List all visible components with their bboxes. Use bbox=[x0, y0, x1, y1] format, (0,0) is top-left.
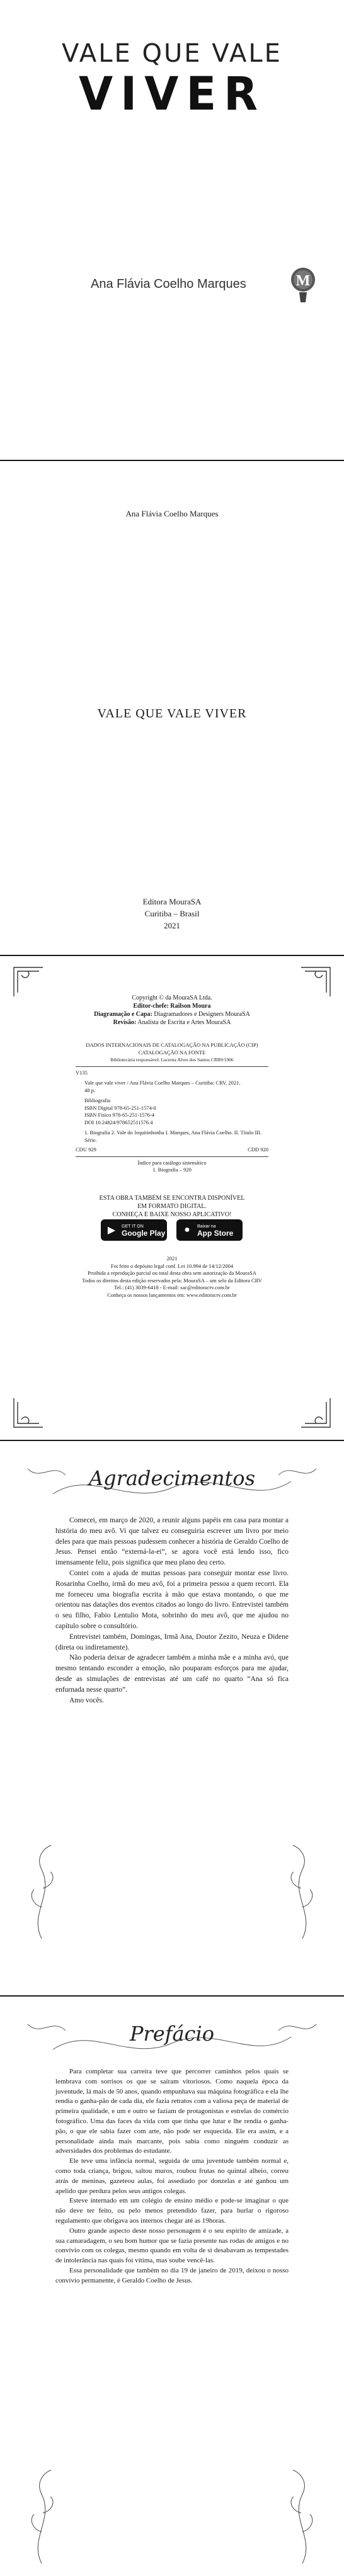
cip-cdd: CDD 920 bbox=[248, 1146, 268, 1153]
title-page-title: VALE QUE VALE VIVER bbox=[97, 707, 247, 721]
corner-ornament-icon bbox=[13, 966, 44, 998]
cip-subjects: 1. Biografia 2. Vale do Jequitinhonha I. Marques, Ana Flávia Coelho. II. Título III. Série. bbox=[84, 1129, 262, 1143]
floral-ornament-icon bbox=[23, 2469, 60, 2563]
cip-catalog bbox=[76, 1042, 268, 1174]
cip-entry: Vale que vale viver / Ana Flávia Coelho Marques – Curitiba: CRV, 2021. bbox=[84, 1080, 241, 1086]
cip-heading: DADOS INTERNACIONAIS DE CATALOGAÇÃO NA PUBLICAÇÃO (CIP) bbox=[86, 1042, 258, 1048]
cover-page bbox=[0, 0, 344, 461]
google-play-badge[interactable]: ▶ GET IT ON Google Play bbox=[101, 1219, 167, 1241]
cip-isbn-digital: ISBN Digital 978-65-251-1574-0 bbox=[84, 1104, 156, 1111]
acknowledgments-body: Comecei, em março de 2020, a reunir alguns papéis em casa para montar a história do meu avô. Vi que talvez eu conseguiria escrever um livro por meio deles para que mais pessoas pudessem conhecer a história de Geraldo Coelho de Jesus. Pensei então “externá-la-ei”, se agora você está lendo isso, fico imensamente feliz, pois significa que meu plano deu certo. Contei com a ajuda de muitas pessoas para conseguir montar esse livro. Rosarinha Coelho, irmã do meu avô, foi a primeira pessoa a quem recorri. Ela me forneceu uma biografia escrita à mão que estava montando, o que me orientou nas datações dos eventos citados ao longo do livro. Entrevistei também o seu filho, Fabio Lentulio Mota, sobrinho do meu avô, que me ajudou no capítulo sobre o consultório. Entrevistei também, Domingas, Irmã Ana, Doutor Zezito, Neuza e Didene (direta ou indiretamente). Não poderia deixar de agradecer também a minha mãe e a minha avó, que mesmo tentando esconder a emoção, não pouparam esforços para me ajudar, desde as simulações de entrevistas até um café no quarto “Ana só fica enfurnada nesse quarto”. Amo vocês. bbox=[55, 1517, 289, 1704]
acknowledgments-title: Agradecimentos bbox=[89, 1466, 255, 1490]
legal-notice: 2021 Foi feito o depósito legal conf. Lei 10.994 de 14/12/2004 Proibida a reprodução parcial ou total desta obra sem autorização da MouraSA Todos os direitos desta edição reservados pela: MouraSA – um selo da Editora CRV Tel.: (41) 3039-6418 - E-mail: sac@editoracrv.com.br Conheça os nossos lançamentos em: www.editoracrv.com.br bbox=[0, 1255, 344, 1299]
cip-cdu: CDU 929 bbox=[76, 1146, 96, 1153]
design-line: Diagramação e Capa: Diagramadores e Designers MouraSA bbox=[94, 1011, 250, 1018]
cover-title-line2: VIVER bbox=[78, 66, 266, 122]
publisher-logo-icon bbox=[290, 267, 316, 304]
copyright-credits bbox=[0, 994, 344, 1027]
copyright-line: Copyright © da MouraSA Ltda. bbox=[132, 994, 212, 1001]
logo-letter: M bbox=[295, 273, 311, 289]
cover-author: Ana Flávia Coelho Marques bbox=[91, 277, 246, 291]
floral-ornament-icon bbox=[23, 1844, 60, 1939]
publication-year: 2021 bbox=[164, 921, 180, 930]
digital-availability: ESTA OBRA TAMBÉM SE ENCONTRA DISPONÍVEL EM FORMATO DIGITAL. CONHEÇA E BAIXE NOSSO APLICATIVO! bbox=[99, 1195, 245, 1218]
cip-pages: 48 p. bbox=[84, 1086, 95, 1093]
corner-ornament-icon bbox=[13, 1397, 44, 1428]
imprint bbox=[0, 896, 344, 932]
revision-line: Revisão: Analista de Escrita e Artes MouraSA bbox=[113, 1019, 231, 1026]
title-page bbox=[0, 461, 344, 956]
cip-subheading: CATALOGAÇÃO NA FONTE bbox=[138, 1049, 206, 1056]
cover-title-line1: VALE QUE VALE bbox=[62, 39, 282, 68]
floral-ornament-icon bbox=[284, 1844, 321, 1939]
index-title: Índice para catálogo sistemático bbox=[137, 1159, 207, 1166]
acknowledgments-page bbox=[0, 1441, 344, 1997]
app-store-badge[interactable]: ● Baixar na App Store bbox=[176, 1219, 243, 1241]
cip-doi: DOI 10.24824/978652511576.4 bbox=[84, 1119, 153, 1126]
corner-ornament-icon bbox=[300, 1397, 331, 1428]
corner-ornament-icon bbox=[300, 966, 331, 998]
cip-code: V135 bbox=[76, 1069, 88, 1076]
index-entry: 1. Biografia – 920 bbox=[152, 1166, 192, 1173]
preface-title: Prefácio bbox=[129, 2022, 215, 2046]
publisher-city: Curitiba – Brasil bbox=[144, 909, 200, 918]
editor-line: Editor-chefe: Railson Moura bbox=[133, 1003, 211, 1010]
cip-bibliography: Bibliografia bbox=[84, 1097, 111, 1103]
cip-librarian: Bibliotecária responsável: Lucerna Alves dos Santos CRB9/1906 bbox=[110, 1057, 234, 1063]
preface-page bbox=[0, 1997, 344, 2576]
website-link[interactable]: Conheça os nossos lançamentos em: www.editoracrv.com.br bbox=[107, 1291, 237, 1298]
apple-icon: ● bbox=[184, 1224, 190, 1235]
publisher-name: Editora MouraSA bbox=[142, 897, 202, 906]
cip-isbn-physical: ISBN Físico 978-65-251-1576-4 bbox=[84, 1112, 154, 1118]
copyright-page bbox=[0, 956, 344, 1441]
title-page-author: Ana Flávia Coelho Marques bbox=[125, 509, 219, 518]
preface-body: Para completar sua carreira teve que percorrer caminhos pelos quais se lembrava com sorrisos os que se saíram vitoriosos. Como naquela época da juventude, lá mais de 50 anos, quando empunhava sua máquina fotográfica e ela lhe rendia o ganha-pão de cada dia, ele fazia retratos com a valiosa peça de material de primeira qualidade, e um e outro se faziam de protagonistas e estrelas do comércio fotográfico. Uma das faces da vida com que tinha que lutar e lhe rendia o ganha-pão, o que ele sabia fazer com arte, não pode ser esquecida. Ele era assim, e a personalidade ainda mais marcante, pois sabia como ninguém conduzir as adversidades dos problemas do estudante. Ele teve uma infância normal, seguida de uma juventude também normal e, como toda criança, brigou, saltou muros, roubou frutas no quintal alheio, correu atrás de meninas, gazeteou aulas, foi assediado por donzelas e até ganhou um apelido que perdura pelos seus antigos colegas. Esteve internado em um colégio de ensino médio e pode-se imaginar o que não deve ter feito, ou pelo menos pretendido fazer, para burlar o rigoroso regulamento que obrigava aos internos chegar até as 19horas. Outro grande aspecto deste nosso personagem é o seu espírito de amizade, a sua camaradagem, o seu bom humor que se fazia presente nas rodas de amigos e no convívio com os colegas, mesmo quando em volta de si desabavam as tempestades de intolerância nas quais foi vítima, mas soube vencê-las. Essa personalidade que também no dia 19 de janeiro de 2019, deixou o nosso convívio permanente, é Geraldo Coelho de Jesus. bbox=[55, 2068, 289, 2284]
floral-ornament-icon bbox=[284, 2469, 321, 2563]
google-play-icon: ▶ bbox=[107, 1225, 116, 1236]
